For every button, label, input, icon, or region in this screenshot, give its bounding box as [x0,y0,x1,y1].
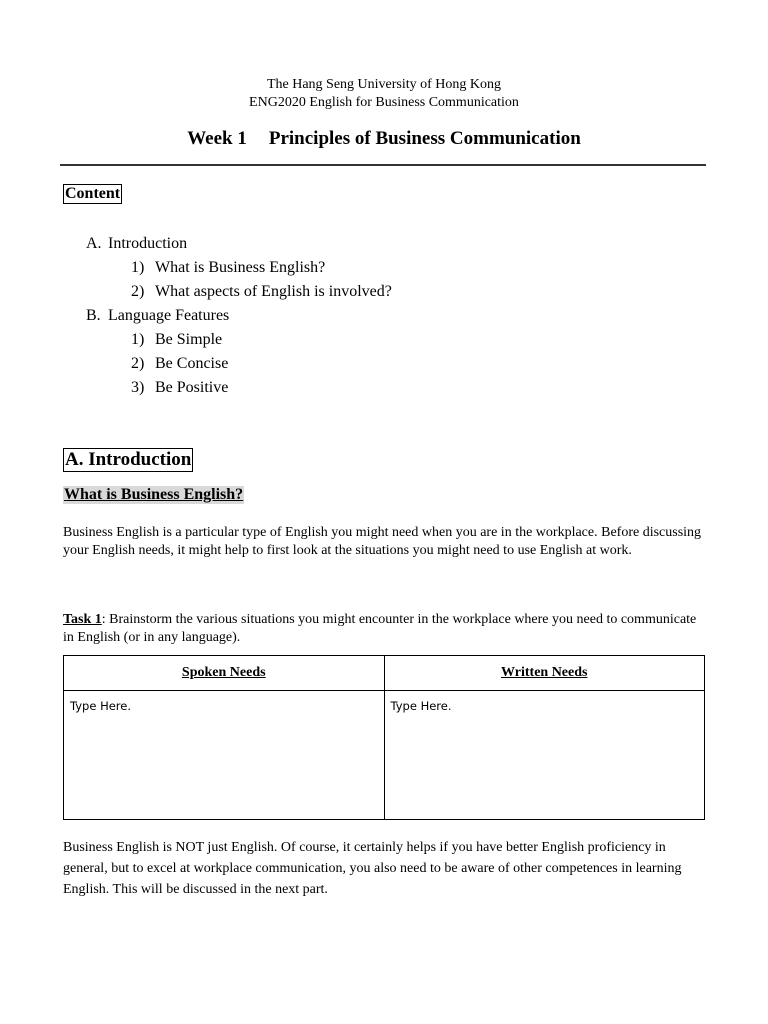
page-title [0,128,768,150]
topic-label: Principles of Business Communication [268,128,581,149]
outline-subitem: 1) What is Business English? [131,259,326,276]
subsection-heading: What is Business English? [64,486,244,503]
outline-subitem: 2) Be Concise [131,355,229,372]
outline-item: A. Introduction [86,235,188,252]
written-needs-header: Written Needs [384,656,705,691]
task-label: Task 1 [63,612,102,627]
task-instruction [63,611,709,647]
outline-subitem: 2) What aspects of English is involved? [131,283,392,300]
week-label: Week 1 [187,128,247,149]
intro-paragraph: Business English is a particular type of English you might need when you are in the workplace. Before discussing your English needs, it might help to first look at the situations you might need to use English at work. [63,525,702,558]
needs-table [63,655,705,820]
university-name: The Hang Seng University of Hong Kong [266,77,502,92]
spoken-needs-header: Spoken Needs [64,656,385,691]
spoken-needs-field[interactable]: Type Here. [64,691,385,820]
closing-paragraph: Business English is NOT just English. Of course, it certainly helps if you have better English proficiency in general, but to excel at workplace communication, you also need to be aware of other competences in learning English. This will be discussed in the next part. [63,840,682,897]
table-row [64,691,705,820]
table-header-row [64,656,705,691]
outline-subitem: 3) Be Positive [131,379,229,396]
title-divider [60,164,706,166]
outline-subitem: 1) Be Simple [131,331,223,348]
outline-item: B. Language Features [86,307,230,324]
section-a-heading: A. Introduction [65,449,192,470]
course-name: ENG2020 English for Business Communication [249,95,519,110]
content-heading: Content [63,184,122,204]
task-text: : Brainstorm the various situations you might encounter in the workplace where you need to communicate in English (or in any language). [63,612,697,645]
written-needs-field[interactable]: Type Here. [384,691,705,820]
